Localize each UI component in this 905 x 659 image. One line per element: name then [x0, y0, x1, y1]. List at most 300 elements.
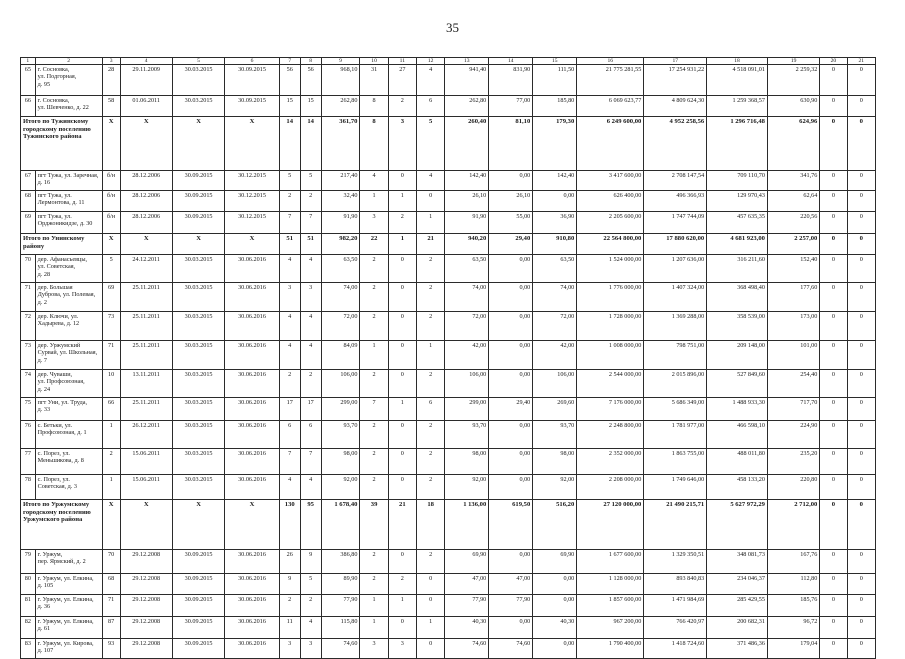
address-cell: с. Порез, ул. Советская, д. 3	[35, 475, 102, 500]
table-cell: б/н	[102, 191, 120, 212]
table-cell: 2	[300, 191, 321, 212]
table-cell: 2 544 000,00	[577, 370, 644, 398]
table-cell: 0	[847, 212, 875, 234]
table-cell: 92,00	[321, 475, 360, 500]
table-cell: 0,00	[489, 475, 533, 500]
table-cell: 371 486,36	[707, 639, 768, 659]
table-cell: 0	[847, 574, 875, 595]
table-cell: 130	[279, 500, 300, 550]
table-cell: 2 352 000,00	[577, 449, 644, 475]
table-cell: 2	[300, 595, 321, 617]
table-cell: 0	[416, 574, 444, 595]
table-cell: 624,96	[767, 117, 819, 171]
table-cell: 0	[847, 617, 875, 639]
table-cell: 28	[102, 65, 120, 96]
table-cell: 234 046,37	[707, 574, 768, 595]
table-cell: 0	[820, 117, 847, 171]
table-cell: 62,64	[767, 191, 819, 212]
table-row	[21, 283, 876, 312]
table-cell: 0	[847, 283, 875, 312]
table-cell: 3	[300, 283, 321, 312]
table-cell: 106,00	[445, 370, 489, 398]
table-cell: 26,10	[489, 191, 533, 212]
table-cell: 2	[360, 421, 388, 449]
column-number-cell: 17	[644, 58, 707, 65]
total-label: Итого по Тужинскому городскому поселению Тужинского района	[21, 117, 103, 171]
table-cell: 516,20	[533, 500, 577, 550]
row-number: 69	[21, 212, 36, 234]
table-cell: 01.06.2011	[120, 96, 172, 117]
column-number-cell: 5	[172, 58, 224, 65]
address-cell: пгт Уни, ул. Труда, д. 33	[35, 398, 102, 421]
table-cell: 7 176 000,00	[577, 398, 644, 421]
table-cell: 0	[416, 595, 444, 617]
table-cell: 1 136,00	[445, 500, 489, 550]
table-cell: 30.06.2016	[225, 255, 279, 283]
table-cell: 74,60	[489, 639, 533, 659]
table-cell: 209 148,00	[707, 341, 768, 370]
address-cell: г. Сосновка, ул. Подгорная, д. 95	[35, 65, 102, 96]
table-cell: 0	[847, 312, 875, 341]
table-cell: 30.09.2015	[225, 65, 279, 96]
table-cell: 2	[388, 96, 416, 117]
table-cell: 36,90	[533, 212, 577, 234]
table-cell: 30.03.2015	[172, 370, 224, 398]
row-number: 77	[21, 449, 36, 475]
table-cell: 0	[820, 639, 847, 659]
table-cell: 0,00	[489, 171, 533, 191]
table-cell: 262,80	[445, 96, 489, 117]
table-cell: 1	[388, 234, 416, 255]
table-cell: 3	[388, 117, 416, 171]
table-cell: 0	[847, 65, 875, 96]
table-cell: 55,00	[489, 212, 533, 234]
table-cell: 6	[416, 96, 444, 117]
address-cell: г. Уржум, ул. Елкина, д. 105	[35, 574, 102, 595]
table-cell: 68	[102, 574, 120, 595]
table-cell: 0,00	[489, 421, 533, 449]
table-cell: 1	[416, 212, 444, 234]
table-cell: 0	[388, 341, 416, 370]
table-cell: 940,20	[445, 234, 489, 255]
table-cell: 10	[102, 370, 120, 398]
table-cell: 1 678,40	[321, 500, 360, 550]
table-cell: 115,80	[321, 617, 360, 639]
table-cell: 1 747 744,09	[644, 212, 707, 234]
table-cell: 58	[102, 96, 120, 117]
row-number: 78	[21, 475, 36, 500]
row-number: 68	[21, 191, 36, 212]
table-cell: 30.06.2016	[225, 550, 279, 574]
table-cell: 4	[279, 475, 300, 500]
table-cell: 0	[416, 639, 444, 659]
table-cell: 26	[279, 550, 300, 574]
table-cell: 299,00	[321, 398, 360, 421]
table-cell: 69,90	[533, 550, 577, 574]
table-cell: 968,10	[321, 65, 360, 96]
table-cell: 0	[847, 234, 875, 255]
table-cell: 111,50	[533, 65, 577, 96]
table-cell: 177,60	[767, 283, 819, 312]
table-cell: 142,40	[533, 171, 577, 191]
table-cell: 1	[416, 341, 444, 370]
table-cell: 40,30	[445, 617, 489, 639]
table-cell: б/н	[102, 212, 120, 234]
table-cell: 0	[388, 449, 416, 475]
table-cell: 0,00	[489, 449, 533, 475]
table-cell: 18	[416, 500, 444, 550]
table-cell: 5	[416, 117, 444, 171]
column-number-cell: 13	[445, 58, 489, 65]
table-cell: 91,90	[321, 212, 360, 234]
table-cell: 30.06.2016	[225, 475, 279, 500]
total-label: Итого по Уржумскому городскому поселению Уржумского района	[21, 500, 103, 550]
column-number-cell: 11	[388, 58, 416, 65]
table-cell: 17 880 620,00	[644, 234, 707, 255]
row-number: 73	[21, 341, 36, 370]
table-cell: 709 110,70	[707, 171, 768, 191]
column-number-cell: 9	[321, 58, 360, 65]
row-number: 65	[21, 65, 36, 96]
total-label: Итого по Унинскому району	[21, 234, 103, 255]
table-cell: 5	[300, 171, 321, 191]
table-cell: 26,10	[445, 191, 489, 212]
table-cell: 2	[279, 370, 300, 398]
address-cell: г. Уржум, пер. Ярмский, д. 2	[35, 550, 102, 574]
table-cell: 74,00	[321, 283, 360, 312]
table-cell: 21	[388, 500, 416, 550]
table-cell: 69,90	[445, 550, 489, 574]
column-number-cell: 14	[489, 58, 533, 65]
table-cell: 0	[847, 117, 875, 171]
row-number: 71	[21, 283, 36, 312]
table-cell: 2 248 800,00	[577, 421, 644, 449]
table-cell: 1 857 600,00	[577, 595, 644, 617]
table-cell: 0	[820, 234, 847, 255]
table-cell: 4	[360, 171, 388, 191]
table-cell: 72,00	[321, 312, 360, 341]
table-cell: 31	[360, 65, 388, 96]
table-cell: 42,00	[445, 341, 489, 370]
address-cell: с. Бетьки, ул. Профсоюзная, д. 1	[35, 421, 102, 449]
table-cell: 1 790 400,00	[577, 639, 644, 659]
table-cell: 1 776 000,00	[577, 283, 644, 312]
table-cell: 47,00	[445, 574, 489, 595]
table-cell: 98,00	[445, 449, 489, 475]
table-cell: 39	[360, 500, 388, 550]
table-cell: 30.03.2015	[172, 341, 224, 370]
table-cell: 91,90	[445, 212, 489, 234]
column-number-cell: 10	[360, 58, 388, 65]
table-cell: 0	[820, 550, 847, 574]
table-cell: 368 498,40	[707, 283, 768, 312]
table-cell: 30.06.2016	[225, 449, 279, 475]
table-cell: 4	[279, 255, 300, 283]
table-cell: 0	[847, 500, 875, 550]
row-number: 66	[21, 96, 36, 117]
table-cell: 1	[102, 421, 120, 449]
table-cell: 224,90	[767, 421, 819, 449]
table-cell: 4	[300, 341, 321, 370]
table-cell: 30.03.2015	[172, 65, 224, 96]
table-cell: 0	[416, 191, 444, 212]
address-cell: г. Уржум, ул. Кирова, д. 107	[35, 639, 102, 659]
table-cell: 29,40	[489, 234, 533, 255]
table-cell: 717,70	[767, 398, 819, 421]
table-cell: 0	[820, 283, 847, 312]
table-cell: 30.06.2016	[225, 595, 279, 617]
table-cell: 4	[300, 255, 321, 283]
table-cell: 129 970,43	[707, 191, 768, 212]
table-cell: 0	[847, 449, 875, 475]
table-cell: 30.09.2015	[172, 639, 224, 659]
table-cell: 98,00	[533, 449, 577, 475]
column-number-cell: 8	[300, 58, 321, 65]
table-cell: 7	[279, 449, 300, 475]
table-cell: 2	[360, 550, 388, 574]
table-cell: 51	[279, 234, 300, 255]
table-cell: 29.12.2008	[120, 639, 172, 659]
table-cell: 3	[279, 639, 300, 659]
column-number-cell: 6	[225, 58, 279, 65]
table-cell: 2	[360, 574, 388, 595]
table-cell: 220,56	[767, 212, 819, 234]
table-cell: 5 627 972,29	[707, 500, 768, 550]
table-cell: 70	[102, 550, 120, 574]
table-cell: 15.06.2011	[120, 475, 172, 500]
table-cell: 457 635,35	[707, 212, 768, 234]
table-cell: X	[102, 500, 120, 550]
table-cell: 14	[279, 117, 300, 171]
table-cell: 30.12.2015	[225, 191, 279, 212]
table-cell: 87	[102, 617, 120, 639]
table-cell: 142,40	[445, 171, 489, 191]
table-cell: 112,80	[767, 574, 819, 595]
table-cell: 29.12.2008	[120, 595, 172, 617]
table-cell: 0	[820, 171, 847, 191]
table-cell: 30.12.2015	[225, 171, 279, 191]
table-cell: 17 254 931,22	[644, 65, 707, 96]
table-cell: 4	[300, 617, 321, 639]
table-cell: 15.06.2011	[120, 449, 172, 475]
table-cell: 5	[102, 255, 120, 283]
table-cell: 6 249 600,00	[577, 117, 644, 171]
table-cell: 2	[416, 550, 444, 574]
table-cell: X	[120, 117, 172, 171]
table-cell: 30.09.2015	[172, 617, 224, 639]
table-cell: 0	[847, 595, 875, 617]
row-number: 80	[21, 574, 36, 595]
table-cell: 0	[820, 475, 847, 500]
table-cell: 0	[847, 475, 875, 500]
table-cell: 1	[360, 341, 388, 370]
table-row	[21, 212, 876, 234]
table-cell: 73	[102, 312, 120, 341]
table-cell: 173,00	[767, 312, 819, 341]
table-total-row	[21, 500, 876, 550]
table-cell: 0	[847, 96, 875, 117]
table-cell: 458 133,20	[707, 475, 768, 500]
table-row	[21, 65, 876, 96]
table-cell: 72,00	[533, 312, 577, 341]
table-cell: 4	[300, 312, 321, 341]
table-cell: 0	[820, 312, 847, 341]
table-cell: 22	[360, 234, 388, 255]
table-cell: 619,50	[489, 500, 533, 550]
table-cell: 1 207 636,00	[644, 255, 707, 283]
table-cell: 2 712,00	[767, 500, 819, 550]
table-cell: 28.12.2006	[120, 191, 172, 212]
table-cell: 0	[820, 449, 847, 475]
table-cell: 0,00	[489, 341, 533, 370]
table-row	[21, 449, 876, 475]
row-number: 70	[21, 255, 36, 283]
table-cell: 21 775 281,55	[577, 65, 644, 96]
table-cell: 0	[820, 398, 847, 421]
table-cell: 798 751,00	[644, 341, 707, 370]
table-cell: 2	[360, 255, 388, 283]
table-cell: 2	[416, 255, 444, 283]
table-cell: 0	[820, 421, 847, 449]
table-row	[21, 398, 876, 421]
column-number-cell: 12	[416, 58, 444, 65]
table-cell: 0	[820, 191, 847, 212]
table-cell: 6	[279, 421, 300, 449]
row-number: 76	[21, 421, 36, 449]
table-cell: 9	[300, 550, 321, 574]
table-cell: 6 069 623,77	[577, 96, 644, 117]
table-cell: 32,40	[321, 191, 360, 212]
table-cell: 30.03.2015	[172, 96, 224, 117]
column-number-cell: 18	[707, 58, 768, 65]
table-cell: 8	[360, 117, 388, 171]
table-cell: 30.09.2015	[172, 212, 224, 234]
table-cell: 766 420,97	[644, 617, 707, 639]
table-cell: 185,80	[533, 96, 577, 117]
table-cell: 2 208 000,00	[577, 475, 644, 500]
table-cell: 29.12.2008	[120, 617, 172, 639]
table-row	[21, 574, 876, 595]
column-number-cell: 3	[102, 58, 120, 65]
table-cell: 9	[279, 574, 300, 595]
table-cell: 2	[279, 595, 300, 617]
table-cell: 1 296 716,48	[707, 117, 768, 171]
table-cell: 0,00	[489, 370, 533, 398]
table-cell: 0	[847, 421, 875, 449]
table-cell: 30.06.2016	[225, 283, 279, 312]
address-cell: пгт Тужа, ул. Заречная, д. 16	[35, 171, 102, 191]
table-cell: 2	[102, 449, 120, 475]
column-number-cell: 20	[820, 58, 847, 65]
table-cell: 285 429,55	[707, 595, 768, 617]
table-cell: 0,00	[489, 255, 533, 283]
table-cell: 1 488 933,30	[707, 398, 768, 421]
page-number: 35	[446, 20, 459, 35]
row-number: 75	[21, 398, 36, 421]
table-cell: 63,50	[321, 255, 360, 283]
table-row	[21, 171, 876, 191]
table-cell: 29.11.2009	[120, 65, 172, 96]
table-cell: 0	[388, 255, 416, 283]
table-cell: 0	[847, 171, 875, 191]
table-cell: X	[102, 234, 120, 255]
table-cell: 98,00	[321, 449, 360, 475]
table-cell: 0	[388, 283, 416, 312]
table-cell: 0	[388, 171, 416, 191]
table-cell: 1 677 600,00	[577, 550, 644, 574]
table-row	[21, 595, 876, 617]
table-cell: 0	[820, 595, 847, 617]
table-cell: 72,00	[445, 312, 489, 341]
table-cell: 2	[279, 191, 300, 212]
table-cell: 84,09	[321, 341, 360, 370]
table-cell: 831,90	[489, 65, 533, 96]
table-cell: 89,90	[321, 574, 360, 595]
table-cell: 3	[300, 639, 321, 659]
table-cell: 15	[279, 96, 300, 117]
table-cell: 488 011,80	[707, 449, 768, 475]
table-cell: 527 849,60	[707, 370, 768, 398]
table-cell: 7	[300, 212, 321, 234]
table-cell: 0,00	[533, 639, 577, 659]
table-cell: 1 418 724,60	[644, 639, 707, 659]
table-cell: 0	[820, 574, 847, 595]
table-cell: 5	[300, 574, 321, 595]
table-cell: X	[172, 234, 224, 255]
table-cell: 0	[388, 617, 416, 639]
table-cell: 2	[416, 283, 444, 312]
table-cell: 30.03.2015	[172, 421, 224, 449]
table-row	[21, 312, 876, 341]
table-cell: 40,30	[533, 617, 577, 639]
table-cell: 11	[279, 617, 300, 639]
table-cell: 7	[300, 449, 321, 475]
table-cell: 3	[360, 639, 388, 659]
table-cell: 1 259 368,57	[707, 96, 768, 117]
table-row	[21, 421, 876, 449]
table-cell: 22 564 800,00	[577, 234, 644, 255]
table-cell: 30.06.2016	[225, 312, 279, 341]
table-cell: 2	[388, 574, 416, 595]
table-cell: 361,70	[321, 117, 360, 171]
table-cell: 30.03.2015	[172, 255, 224, 283]
table-cell: X	[102, 117, 120, 171]
table-cell: 4	[416, 171, 444, 191]
table-cell: 27 120 000,00	[577, 500, 644, 550]
table-cell: 92,00	[533, 475, 577, 500]
table-cell: 1 471 984,69	[644, 595, 707, 617]
table-cell: 30.09.2015	[172, 595, 224, 617]
table-cell: 74,60	[321, 639, 360, 659]
table-cell: 0	[820, 65, 847, 96]
table-cell: 2	[360, 475, 388, 500]
table-cell: 0,00	[533, 574, 577, 595]
table-cell: 29.12.2008	[120, 550, 172, 574]
table-total-row	[21, 117, 876, 171]
table-cell: 260,40	[445, 117, 489, 171]
table-cell: 220,80	[767, 475, 819, 500]
row-number: 79	[21, 550, 36, 574]
table-cell: 25.11.2011	[120, 398, 172, 421]
table-cell: 1	[388, 595, 416, 617]
table-cell: 30.06.2016	[225, 421, 279, 449]
table-cell: 30.09.2015	[172, 191, 224, 212]
table-cell: 1	[388, 191, 416, 212]
table-cell: 29.12.2008	[120, 574, 172, 595]
table-cell: 0	[820, 500, 847, 550]
table-cell: 77,90	[321, 595, 360, 617]
table-cell: 30.03.2015	[172, 398, 224, 421]
